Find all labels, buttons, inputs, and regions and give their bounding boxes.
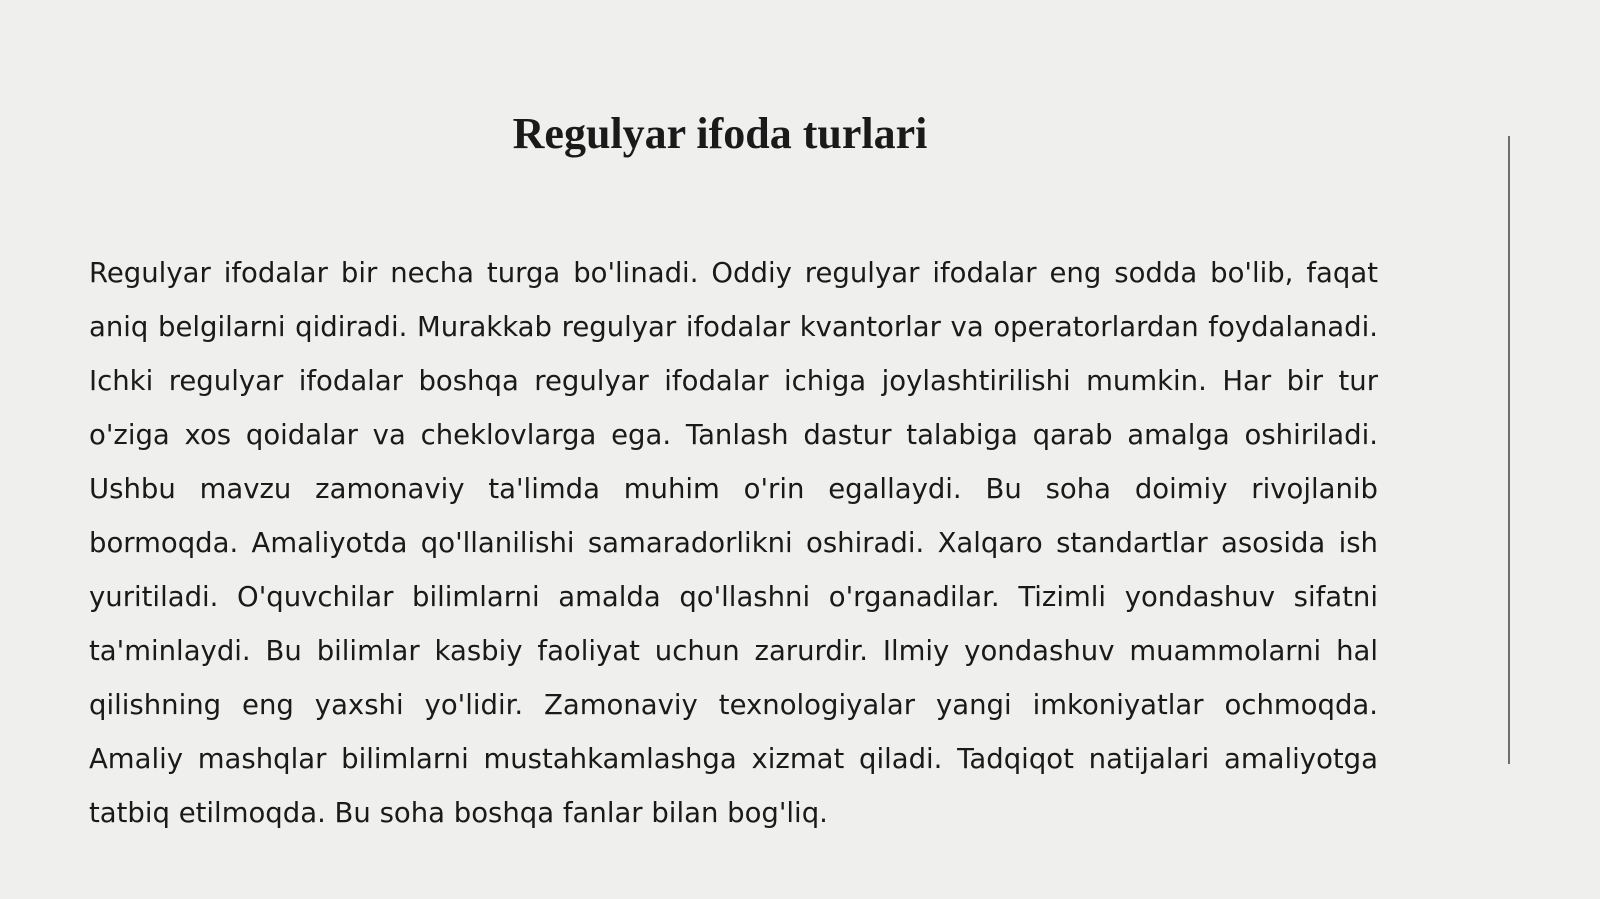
slide-body-text: Regulyar ifodalar bir necha turga bo'linadi. Oddiy regulyar ifodalar eng sodda bo'lib, faqat aniq belgilarni qidiradi. Murakkab regulyar ifodalar kvantorlar va operatorlardan foydalanadi. Ichki regulyar ifodalar boshqa regulyar ifodalar ichiga joylashtirilishi mumkin. Har bir tur o'ziga xos qoidalar va cheklovlarga ega. Tanlash dastur talabiga qarab amalga oshiriladi. Ushbu mavzu zamonaviy ta'limda muhim o'rin egallaydi. Bu soha doimiy rivojlanib bormoqda. Amaliyotda qo'llanilishi samaradorlikni oshiradi. Xalqaro standartlar asosida ish yuritiladi. O'quvchilar bilimlarni amalda qo'llashni o'rganadilar. Tizimli yondashuv sifatni ta'minlaydi. Bu bilimlar kasbiy faoliyat uchun zarurdir. Ilmiy yondashuv muammolarni hal qilishning eng yaxshi yo'lidir. Zamonaviy texnologiyalar yangi imkoniyatlar ochmoqda. Amaliy mashqlar bilimlarni mustahkamlashga xizmat qiladi. Tadqiqot natijalari amaliyotga tatbiq etilmoqda. Bu soha boshqa fanlar bilan bog'liq. <box>89 257 1378 829</box>
vertical-divider-line <box>1508 136 1510 764</box>
slide-title: Regulyar ifoda turlari <box>512 109 928 158</box>
